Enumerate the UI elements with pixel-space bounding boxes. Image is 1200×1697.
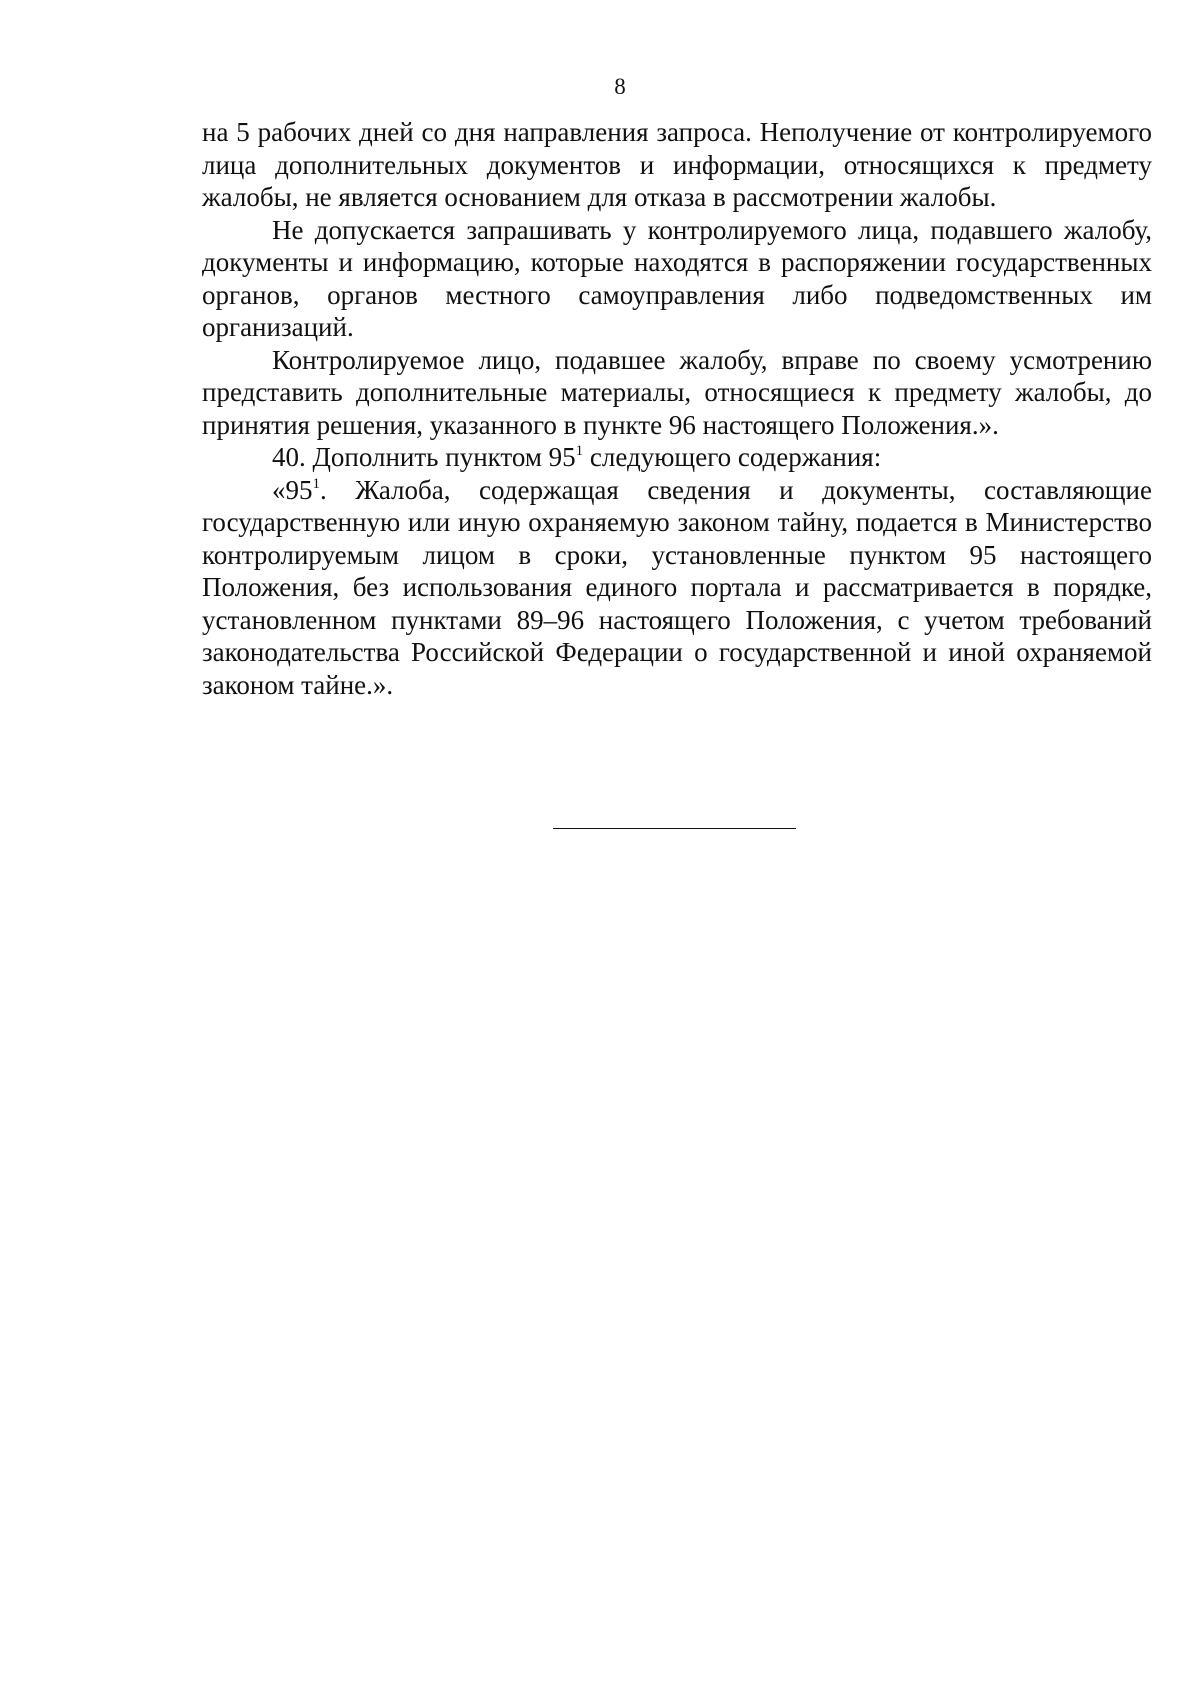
paragraph-no-request-documents: Не допускается запрашивать у контролируемого лица, подавшего жалобу, документы и информацию, которые находятся в распоряжении государственных органов, органов местного самоуправления либо подведомственных им организаций. — [202, 214, 1152, 342]
paragraph-item-40 — [202, 441, 1152, 474]
item-95-1-superscript: 1 — [312, 475, 320, 492]
item-40-text-end: следующего содержания: — [583, 442, 882, 472]
paragraph-continuation: на 5 рабочих дней со дня направления запроса. Неполучение от контролируемого лица дополнительных документов и информации, относящихся к предмету жалобы, не является основанием для отказа в рассмотрении жалобы. — [202, 117, 1152, 212]
item-95-1-text: «95 — [272, 474, 313, 505]
closing-rule-divider — [553, 828, 796, 829]
document-body — [202, 116, 1152, 701]
paragraph-additional-materials: Контролируемое лицо, подавшее жалобу, вправе по своему усмотрению представить дополнительные материалы, относящиеся к предмету жалобы, до принятия решения, указанного в пункте 96 настоящего Положения.». — [202, 344, 1152, 440]
paragraph-item-95-1 — [202, 474, 1152, 702]
page-number: 8 — [614, 74, 626, 99]
item-95-1-text-end: . Жалоба, содержащая сведения и документы, составляющие государственную или иную охраняемую законом тайну, подается в Министерство контролируемым лицом в сроки, установленные пунктом 95 настоящего Положения, без использования единого портала и рассматривается в порядке, установленном пунктами 89–96 настоящего Положения, с учетом требований законодательства Российской Федерации о государственной и иной охраняемой законом тайне.». — [202, 474, 1152, 700]
item-40-text: 40. Дополнить пунктом 95 — [272, 442, 576, 472]
item-40-superscript: 1 — [575, 443, 584, 459]
